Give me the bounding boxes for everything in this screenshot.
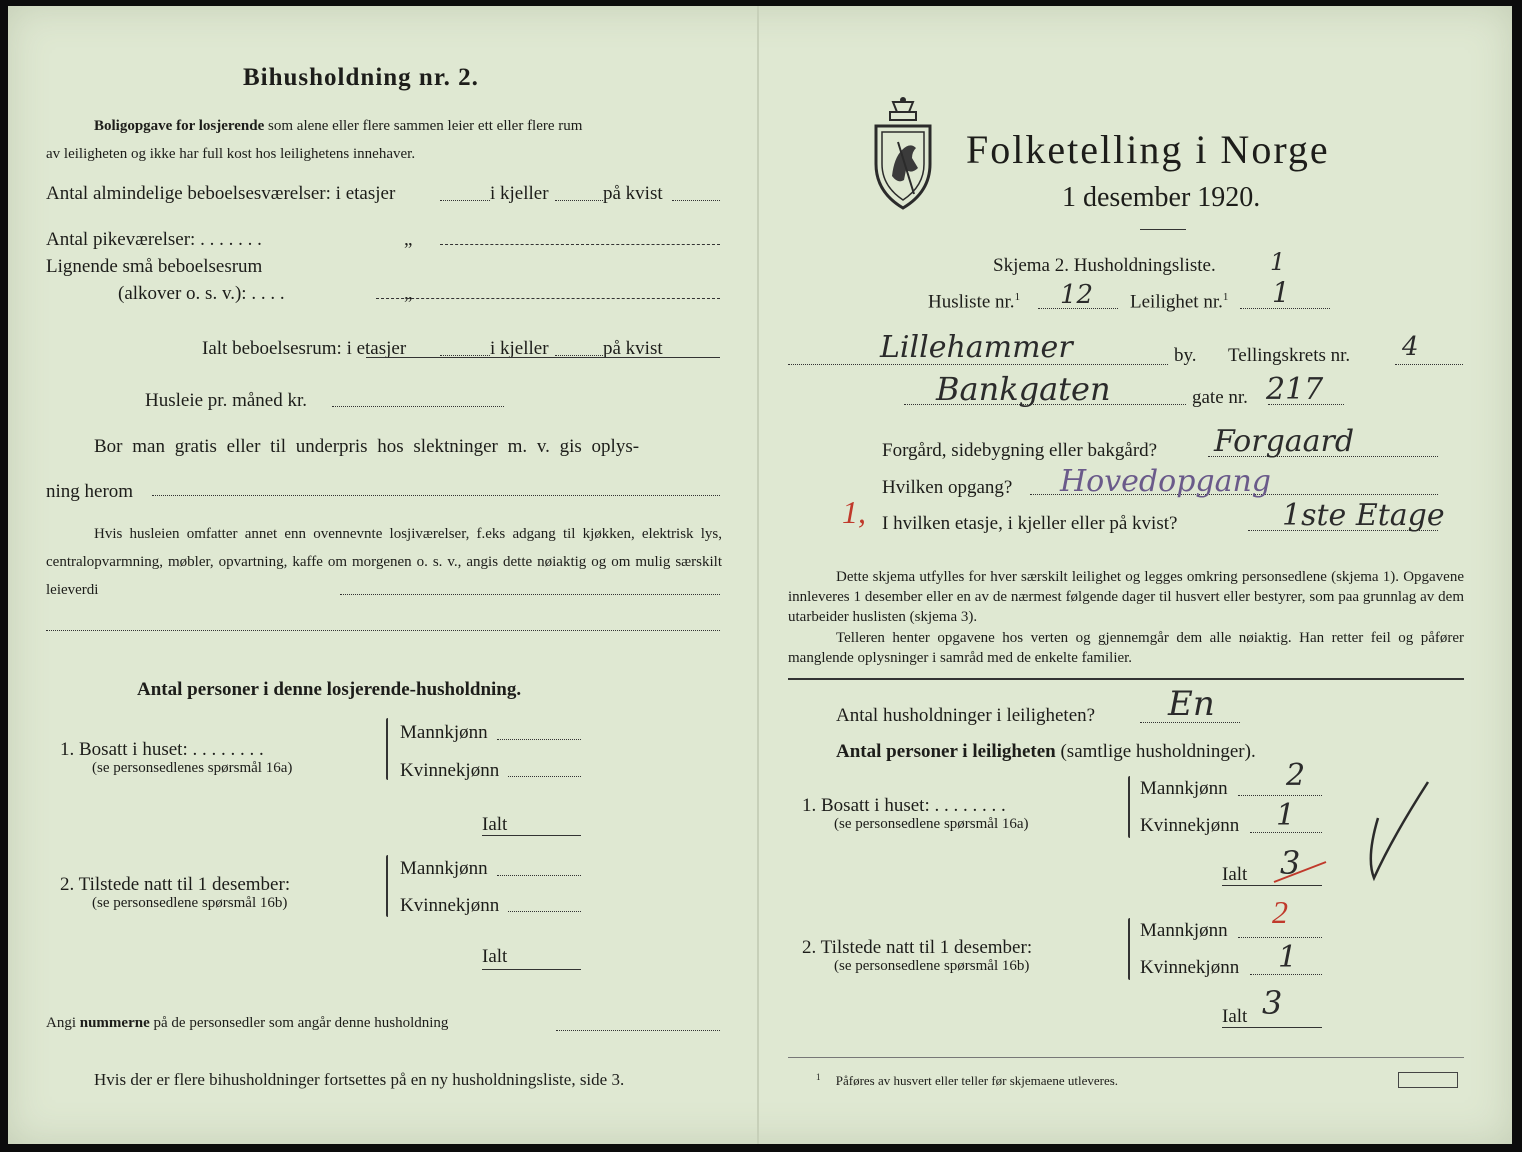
footnote-text: Påføres av husvert eller teller før skjemaene utleveres.	[835, 1073, 1119, 1089]
husliste-label-text: Husliste nr.	[928, 291, 1015, 313]
rooms-kvist-field[interactable]	[672, 200, 720, 201]
angi-c: på de personsedler som angår denne husholdning	[153, 1015, 449, 1031]
right-tilstede-mann-label: Mannkjønn	[1140, 920, 1228, 941]
lignende-fields[interactable]	[376, 298, 720, 299]
right-bosatt-ialt-label: Ialt	[1222, 864, 1248, 885]
left-bosatt-sub: (se personsedlenes spørsmål 16a)	[92, 760, 293, 776]
pike-ditto: „	[404, 229, 413, 250]
angi-a: Angi	[46, 1015, 76, 1031]
gate-nr-value[interactable]: 217	[1266, 372, 1324, 407]
left-bosatt-mann-field[interactable]	[497, 739, 581, 740]
section-rule	[788, 678, 1464, 680]
census-date: 1 desember 1920.	[1062, 182, 1261, 213]
ialt-kvist-label: på kvist	[603, 338, 663, 359]
intro-rest: som alene eller flere sammen leier ett eller flere rum	[268, 118, 583, 134]
husliste-footnote-mark: 1	[1014, 291, 1021, 303]
left-tilstede-mann-field[interactable]	[497, 875, 581, 876]
lignende-label-1: Lignende små beboelsesrum	[46, 256, 263, 277]
printer-stamp	[1398, 1072, 1458, 1088]
husleie-label: Husleie pr. måned kr.	[145, 390, 307, 411]
right-antal-heading	[836, 741, 1256, 763]
left-bosatt-kvinne-field[interactable]	[508, 776, 581, 777]
left-tilstede-sub: (se personsedlene spørsmål 16b)	[92, 895, 288, 911]
ialt-rooms-label: Ialt beboelsesrum: i etasjer	[202, 338, 407, 359]
leieverdi-field-2[interactable]	[46, 630, 720, 631]
leilighet-label	[1130, 291, 1228, 313]
opgang-label: Hvilken opgang?	[882, 477, 1013, 498]
right-bosatt-mann-value[interactable]: 2	[1286, 758, 1306, 793]
intro-bold: Boligopgave for losjerende	[94, 118, 265, 134]
pike-fields[interactable]	[440, 244, 720, 245]
rooms-etasjer-field[interactable]	[440, 200, 490, 201]
leilighet-footnote-mark: 1	[1222, 291, 1229, 303]
right-antal-heading-bold: Antal personer i leiligheten	[836, 741, 1056, 762]
norway-coat-of-arms-icon	[868, 96, 938, 211]
skjema-value[interactable]: 1	[1270, 248, 1286, 276]
rooms-kjeller-field[interactable]	[555, 200, 603, 201]
intro-line-2: av leiligheten og ikke har full kost hos leilighetens innehaver.	[46, 146, 416, 162]
checkmark-icon	[1358, 778, 1432, 886]
intro-line-1	[94, 118, 582, 135]
left-bosatt-ialt-field[interactable]	[482, 835, 581, 836]
husliste-label	[928, 291, 1020, 313]
right-bosatt-mann-field[interactable]	[1238, 795, 1322, 796]
lignende-label-2: (alkover o. s. v.): . . . .	[118, 283, 285, 304]
right-bosatt-mann-label: Mannkjønn	[1140, 778, 1228, 799]
right-tilstede-kvinne-value[interactable]: 1	[1278, 940, 1298, 975]
skjema-label: Skjema 2. Husholdningsliste.	[993, 255, 1216, 276]
left-bosatt-kvinne-label: Kvinnekjønn	[400, 760, 500, 781]
left-tilstede-ialt-label: Ialt	[482, 946, 508, 967]
right-tilstede-mann-field[interactable]	[1238, 937, 1322, 938]
footnote-number: 1	[816, 1072, 821, 1082]
bor-field[interactable]	[152, 495, 720, 496]
right-tilstede-mann-value[interactable]: 2	[1272, 894, 1288, 930]
by-label: by.	[1174, 345, 1197, 366]
right-tilstede-ialt-label: Ialt	[1222, 1006, 1248, 1027]
left-bosatt-brace	[386, 718, 388, 780]
footnote-rule	[788, 1057, 1464, 1058]
leilighet-label-text: Leilighet nr.	[1130, 291, 1223, 313]
opgang-value[interactable]: Hovedopgang	[1060, 464, 1272, 499]
hush-label: Antal husholdninger i leiligheten?	[836, 705, 1096, 726]
bor-line-1: Bor man gratis eller til underpris hos slektninger m. v. gis oplys-	[94, 436, 640, 457]
forgaard-label: Forgård, sidebygning eller bakgård?	[882, 440, 1158, 461]
info-paragraph-1: Dette skjema utfylles for hver særskilt leilighet og legges omkring personsedlene (skjema 1). Opgavene innleveres 1 desember eller en av de nærmest følgende dager til husvert eller bestyrer, som paa grunnlag av dem utarbeider huslisten (skjema 3).	[788, 569, 1464, 625]
red-strike-mark	[1270, 856, 1330, 886]
tellingskrets-value[interactable]: 4	[1402, 332, 1419, 362]
right-bosatt-kvinne-label: Kvinnekjønn	[1140, 815, 1240, 836]
pike-label: Antal pikeværelser: . . . . . . .	[46, 229, 262, 250]
right-tilstede-brace	[1128, 918, 1130, 980]
lignende-ditto: „	[404, 283, 413, 304]
left-tilstede-kvinne-field[interactable]	[508, 911, 581, 912]
right-tilstede-sub: (se personsedlene spørsmål 16b)	[834, 958, 1030, 974]
right-bosatt-kvinne-value[interactable]: 1	[1276, 798, 1296, 833]
husliste-value[interactable]: 12	[1060, 280, 1094, 310]
ialt-underline	[366, 357, 720, 358]
angi-field[interactable]	[556, 1030, 720, 1031]
tellingskrets-label: Tellingskrets nr.	[1228, 345, 1351, 366]
hvis-paragraph: Hvis husleien omfatter annet enn ovennevnte losjiværelser, f.eks adgang til kjøkken, elektrisk lys, centralopvarmning, møbler, opvartning, kaffe om morgenen o. s. v., angis dette nøiaktig og om mulig særskilt leieverdi	[46, 526, 722, 598]
gate-label: gate nr.	[1192, 387, 1248, 408]
etasje-label: I hvilken etasje, i kjeller eller på kvist?	[882, 513, 1178, 534]
forgaard-value[interactable]: Forgaard	[1214, 424, 1355, 459]
left-tilstede-mann-label: Mannkjønn	[400, 858, 488, 879]
page-fold	[757, 6, 759, 1144]
angi-b: nummerne	[79, 1015, 150, 1031]
right-bosatt-sub: (se personsedlene spørsmål 16a)	[834, 816, 1029, 832]
right-tilstede-ialt-value[interactable]: 3	[1262, 984, 1283, 1022]
left-antal-heading: Antal personer i denne losjerende-husholdning.	[137, 679, 522, 700]
hush-value[interactable]: En	[1168, 684, 1215, 724]
left-tilstede-kvinne-label: Kvinnekjønn	[400, 895, 500, 916]
leieverdi-field[interactable]	[340, 594, 720, 595]
left-bosatt-label: 1. Bosatt i huset: . . . . . . . .	[60, 739, 264, 760]
left-tilstede-ialt-field[interactable]	[482, 969, 581, 970]
right-bosatt-label: 1. Bosatt i huset: . . . . . . . .	[802, 795, 1006, 816]
ialt-kjeller-field[interactable]	[555, 355, 603, 356]
right-tilstede-label: 2. Tilstede natt til 1 desember:	[802, 937, 1033, 958]
leilighet-value[interactable]: 1	[1272, 276, 1290, 309]
left-tilstede-brace	[386, 855, 388, 917]
left-title: Bihusholdning nr. 2.	[243, 64, 479, 91]
red-margin-mark: 1,	[842, 494, 866, 530]
rooms-kvist-label: på kvist	[603, 183, 663, 204]
rooms-label: Antal almindelige beboelsesværelser: i etasjer	[46, 183, 396, 204]
right-bosatt-ialt-value[interactable]: 3	[1280, 844, 1301, 882]
left-tilstede-label: 2. Tilstede natt til 1 desember:	[60, 874, 291, 895]
info-paragraph-2: Telleren henter opgavene hos verten og gjennemgår dem alle nøiaktig. Han retter feil og påfører manglende oplysninger i samråd med de enkelte familier.	[788, 630, 1464, 666]
gate-value[interactable]: Bankgaten	[936, 370, 1111, 408]
ialt-kjeller-label: i kjeller	[490, 338, 549, 359]
tellingskrets-field[interactable]	[1395, 364, 1463, 365]
right-bosatt-brace	[1128, 776, 1130, 838]
left-bosatt-ialt-label: Ialt	[482, 814, 508, 835]
footnote	[816, 1072, 1118, 1089]
left-bosatt-mann-label: Mannkjønn	[400, 722, 488, 743]
left-footer: Hvis der er flere bihusholdninger fortsettes på en ny husholdningsliste, side 3.	[94, 1070, 625, 1089]
husleie-field[interactable]	[332, 406, 504, 407]
ialt-etasjer-field[interactable]	[440, 355, 490, 356]
etasje-value[interactable]: 1ste Etage	[1282, 498, 1445, 533]
rooms-kjeller-label: i kjeller	[490, 183, 549, 204]
angi-line	[46, 1015, 448, 1032]
right-antal-heading-rest: (samtlige husholdninger).	[1060, 741, 1256, 762]
right-title: Folketelling i Norge	[966, 127, 1330, 172]
bor-line-2: ning herom	[46, 481, 134, 502]
title-rule	[1140, 229, 1186, 230]
right-tilstede-kvinne-label: Kvinnekjønn	[1140, 957, 1240, 978]
right-tilstede-ialt-field[interactable]	[1222, 1027, 1322, 1028]
by-value[interactable]: Lillehammer	[880, 330, 1073, 365]
